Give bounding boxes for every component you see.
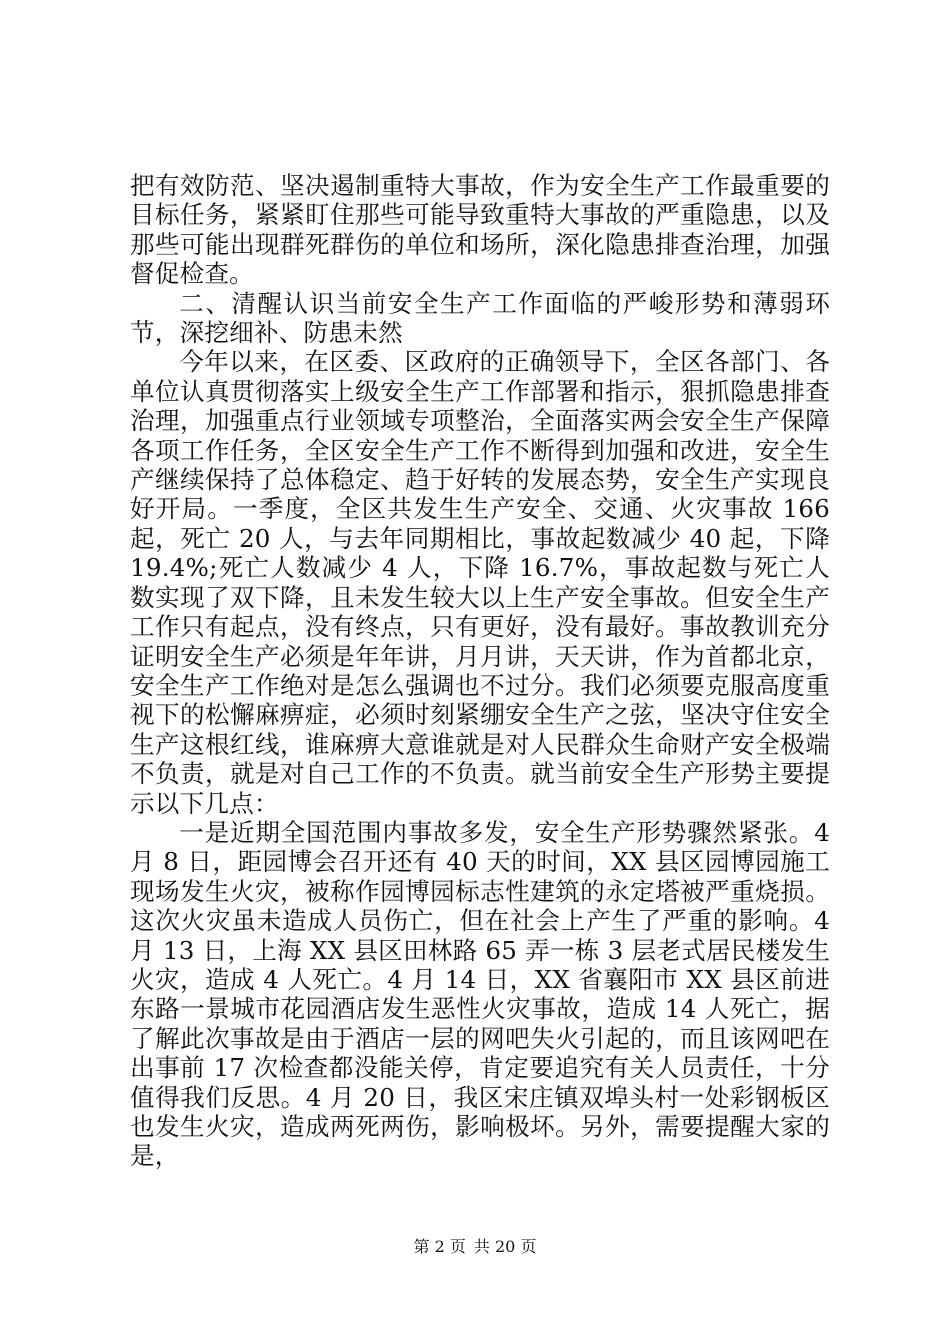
- page-footer: [0, 1237, 950, 1257]
- paragraph-2-section-heading: 二、清醒认识当前安全生产工作面临的严峻形势和薄弱环节，深挖细补、防患未然: [130, 288, 830, 348]
- paragraph-3: 今年以来，在区委、区政府的正确领导下，全区各部门、各单位认真贯彻落实上级安全生产工作部署和指示，狠抓隐患排查治理，加强重点行业领域专项整治，全面落实两会安全生产保障各项工作任务，全区安全生产工作不断得到加强和改进，安全生产继续保持了总体稳定、趋于好转的发展态势，安全生产实现良好开局。一季度，全区共发生生产安全、交通、火灾事故 166 起，死亡 20 人，与去年同期相比，事故起数减少 40 起，下降 19.4%;死亡人数减少 4 人，下降 16.7%，事故起数与死亡人数实现了双下降，且未发生较大以上生产安全事故。但安全生产工作只有起点，没有终点，只有更好，没有最好。事故教训充分证明安全生产必须是年年讲，月月讲，天天讲，作为首都北京，安全生产工作绝对是怎么强调也不过分。我们必须要克服高度重视下的松懈麻痹症，必须时刻紧绷安全生产之弦，坚决守住安全生产这根红线，谁麻痹大意谁就是对人民群众生命财产安全极端不负责，就是对自己工作的不负责。就当前安全生产形势主要提示以下几点：: [130, 347, 830, 818]
- page-number: 第 2 页: [413, 1237, 466, 1256]
- paragraph-4: 一是近期全国范围内事故多发，安全生产形势骤然紧张。4 月 8 日，距园博会召开还有 40 天的时间，XX 县区园博园施工现场发生火灾，被称作园博园标志性建筑的永定塔被严重烧损。这次火灾虽未造成人员伤亡，但在社会上产生了严重的影响。4 月 13 日，上海 XX 县区田林路 65 弄一栋 3 层老式居民楼发生火灾，造成 4 人死亡。4 月 14 日，XX 省襄阳市 XX 县区前进东路一景城市花园酒店发生恶性火灾事故，造成 14 人死亡，据了解此次事故是由于酒店一层的网吧失火引起的，而且该网吧在出事前 17 次检查都没能关停，肯定要追究有关人员责任，十分值得我们反思。4 月 20 日，我区宋庄镇双埠头村一处彩钢板区也发生火灾，造成两死两伤，影响极坏。另外，需要提醒大家的是，: [130, 817, 830, 1171]
- total-pages: 共 20 页: [473, 1237, 537, 1256]
- paragraph-1: 把有效防范、坚决遏制重特大事故，作为安全生产工作最重要的目标任务，紧紧盯住那些可能导致重特大事故的严重隐患，以及那些可能出现群死群伤的单位和场所，深化隐患排查治理，加强督促检查。: [130, 171, 830, 289]
- document-body: [130, 171, 830, 1171]
